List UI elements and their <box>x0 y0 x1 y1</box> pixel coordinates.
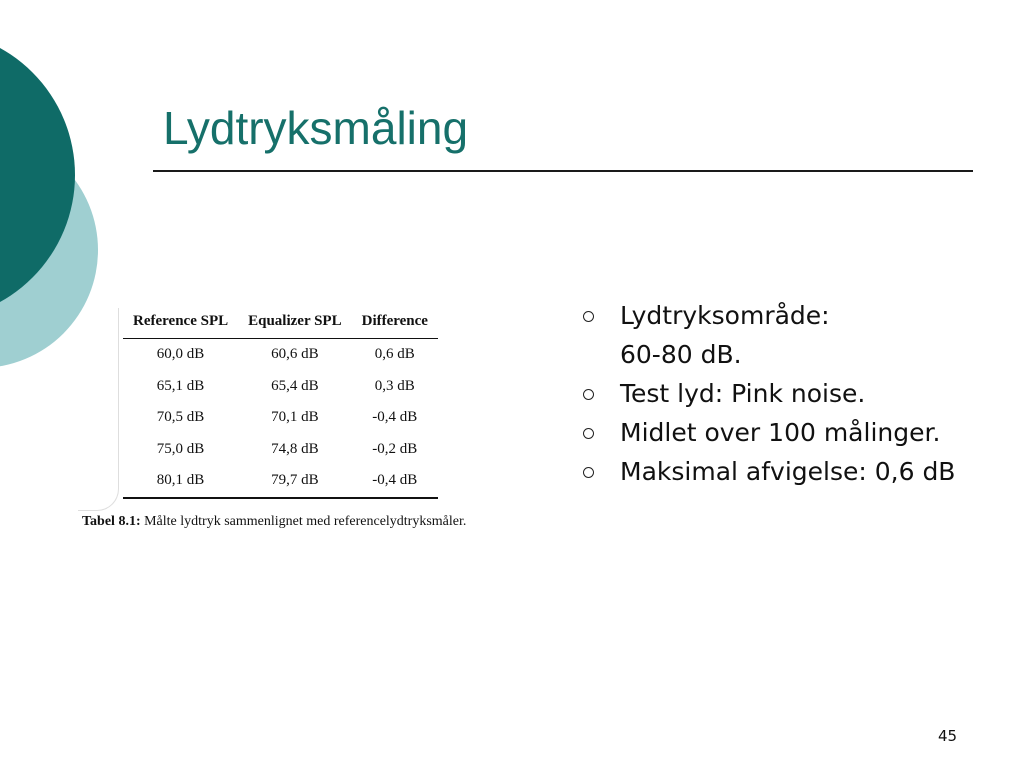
bullet-continuation: 60-80 dB. <box>620 340 742 369</box>
caption-text: Målte lydtryk sammenlignet med referencelydtryksmåler. <box>144 514 467 529</box>
hollow-circle-bullet-icon <box>583 467 594 478</box>
bullet-item <box>582 417 982 449</box>
table-row <box>123 434 438 466</box>
spl-table <box>123 306 438 499</box>
hollow-circle-bullet-icon <box>583 389 594 400</box>
bullet-text: Test lyd: Pink noise. <box>620 379 866 408</box>
page-number: 45 <box>938 727 958 745</box>
table-row <box>123 402 438 434</box>
caption-label: Tabel 8.1: <box>82 514 141 529</box>
cell-equalizer: 65,4 dB <box>271 377 319 394</box>
bullet-text: Maksimal afvigelse: 0,6 dB <box>620 457 956 486</box>
cell-equalizer: 79,7 dB <box>238 465 352 498</box>
cell-equalizer: 74,8 dB <box>271 440 319 457</box>
image-frame-edge <box>78 308 119 511</box>
cell-reference: 60,0 dB <box>156 346 205 363</box>
bullet-item <box>582 456 982 488</box>
header-reference-spl: Reference SPL <box>123 306 238 339</box>
cell-reference: 65,1 dB <box>156 377 205 394</box>
slide-title: Lydtryksmåling <box>163 102 469 154</box>
header-equalizer-spl: Equalizer SPL <box>238 306 352 339</box>
table-caption <box>82 514 466 530</box>
cell-difference: 0,3 dB <box>374 377 415 394</box>
table-figure <box>78 300 548 540</box>
table-row <box>123 465 438 498</box>
cell-difference: -0,2 dB <box>372 440 418 457</box>
title-underline <box>153 170 973 172</box>
table-row <box>123 339 438 371</box>
cell-equalizer: 70,1 dB <box>271 409 319 426</box>
hollow-circle-bullet-icon <box>583 311 594 322</box>
bullet-item <box>582 378 982 410</box>
header-difference: Difference <box>352 306 438 339</box>
cell-equalizer: 60,6 dB <box>271 346 319 363</box>
table-header-row <box>123 306 438 339</box>
cell-reference: 70,5 dB <box>156 409 205 426</box>
bullet-text: Lydtryksområde: <box>620 301 830 330</box>
cell-difference: -0,4 dB <box>352 465 438 498</box>
cell-reference: 80,1 dB <box>123 465 238 498</box>
table-row <box>123 371 438 403</box>
bullet-item <box>582 300 982 371</box>
cell-reference: 75,0 dB <box>156 440 205 457</box>
hollow-circle-bullet-icon <box>583 428 594 439</box>
cell-difference: -0,4 dB <box>372 409 418 426</box>
bullet-list <box>582 300 982 495</box>
bullet-text: Midlet over 100 målinger. <box>620 418 941 447</box>
cell-difference: 0,6 dB <box>374 346 415 363</box>
